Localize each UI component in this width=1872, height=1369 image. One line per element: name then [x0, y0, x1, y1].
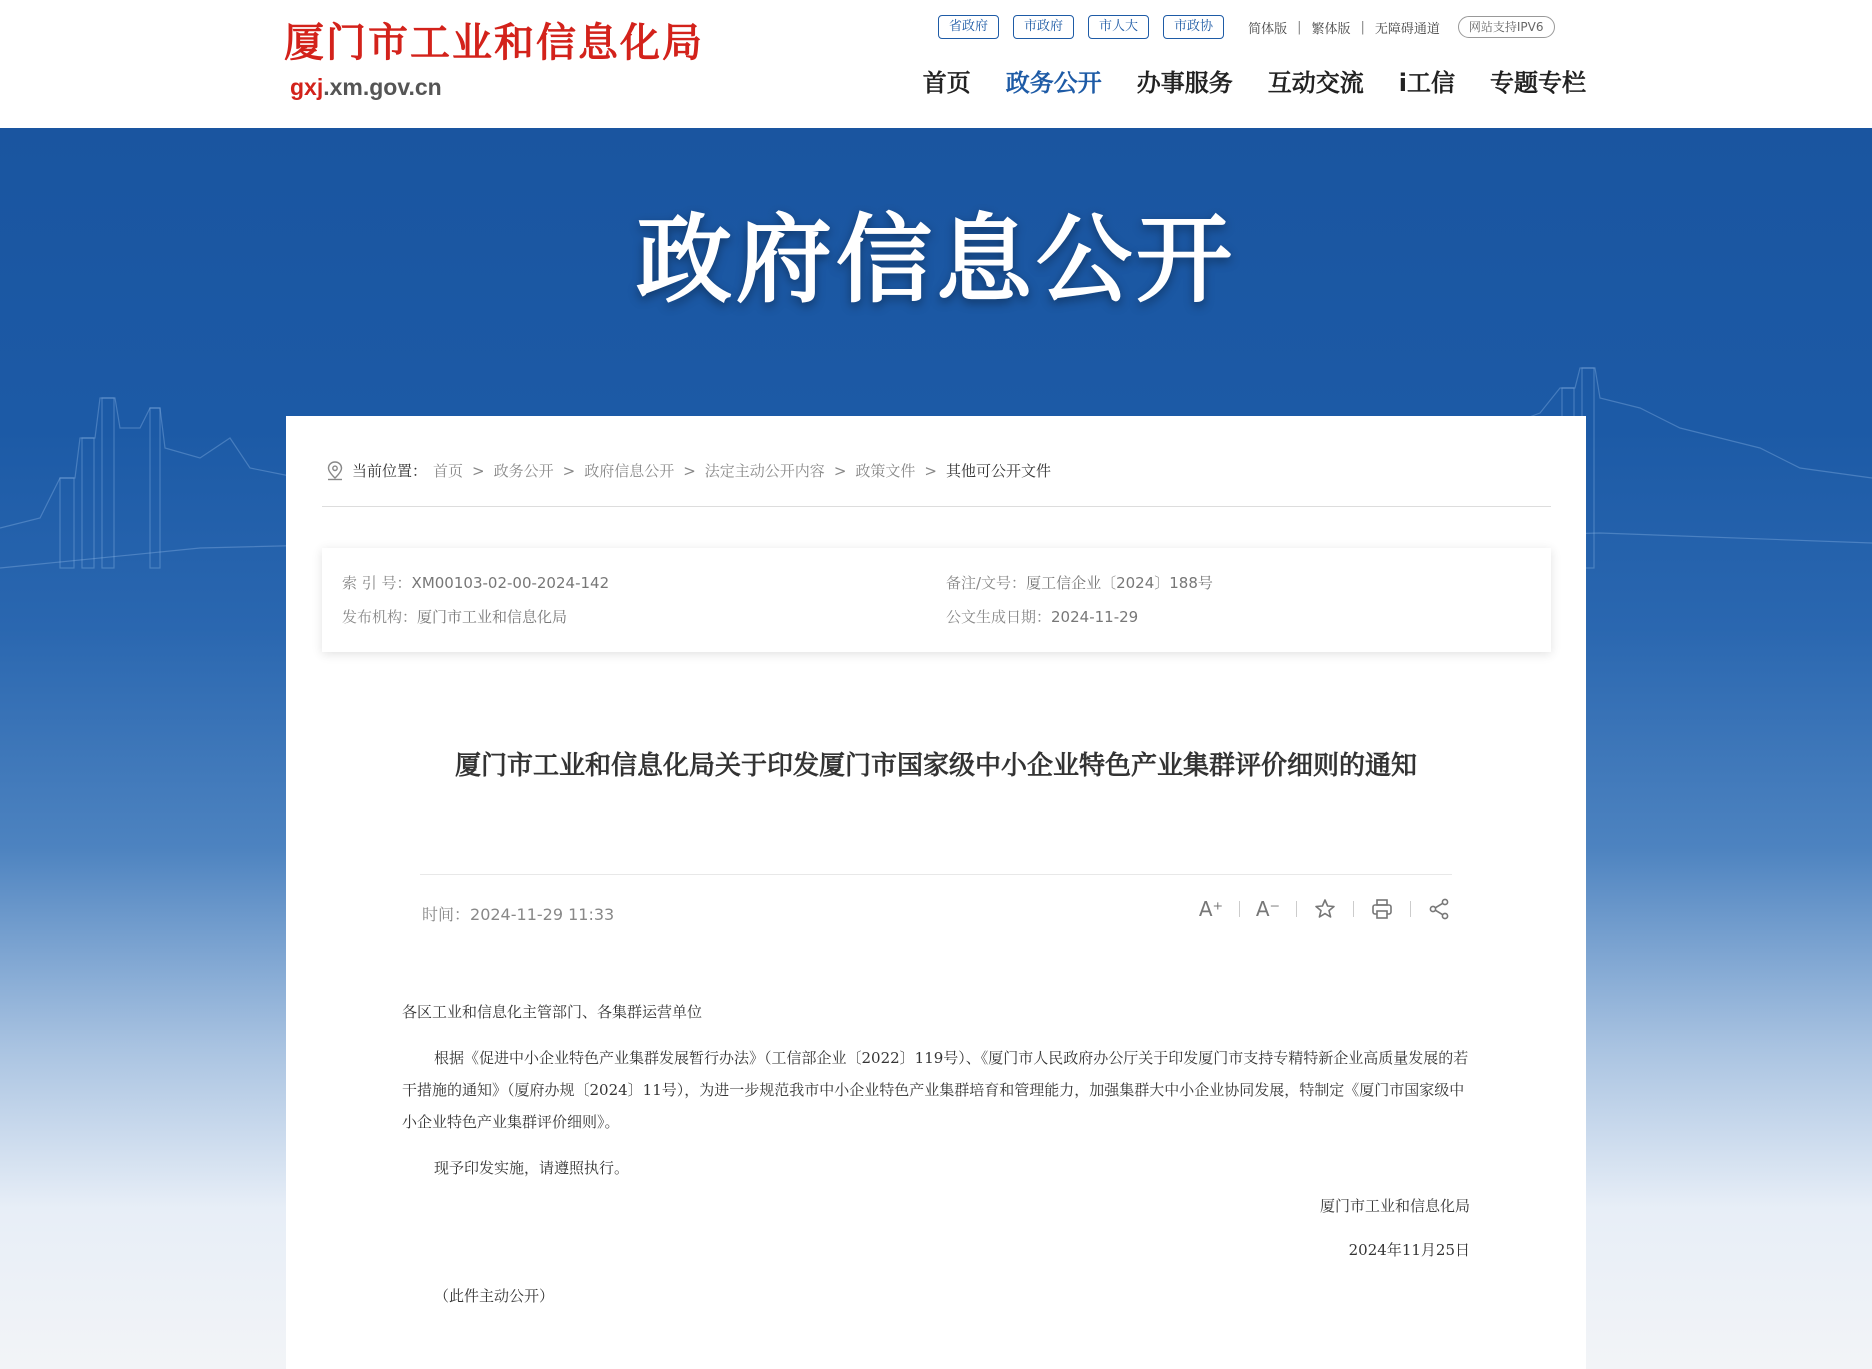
banner-title: 政府信息公开 — [636, 204, 1236, 316]
meta-publisher — [342, 606, 567, 627]
logo-domain-highlight: gxj — [290, 74, 324, 100]
breadcrumb-separator: > — [924, 461, 937, 480]
logo-domain-rest: .xm.gov.cn — [323, 74, 442, 100]
gov-link-congress[interactable]: 市人大 — [1088, 15, 1149, 39]
nav-home[interactable]: 首页 — [922, 69, 971, 97]
simplified-link[interactable]: 简体版 — [1248, 21, 1288, 37]
divider: | — [1297, 19, 1302, 35]
content-card — [286, 416, 1586, 1369]
meta-index-label: 索 引 号： — [342, 574, 412, 592]
share-icon[interactable] — [1424, 894, 1454, 924]
breadcrumb-gov-affairs[interactable]: 政务公开 — [493, 462, 554, 480]
article-paragraph: 根据《促进中小企业特色产业集群发展暂行办法》（工信部企业〔2022〕119号）、《厦门市人民政府办公厅关于印发厦门市支持专精特新企业高质量发展的若干措施的通知》（厦府办规〔2024〕11号），为进一步规范我市中小企业特色产业集群培育和管理能力，加强集群大中小企业协同发展，特制定《厦门市国家级中小企业特色产业集群评价细则》。 — [402, 1049, 1469, 1131]
nav-topics[interactable]: 专题专栏 — [1490, 69, 1586, 97]
meta-date-value: 2024-11-29 — [1051, 608, 1139, 626]
logo-domain — [290, 74, 704, 100]
traditional-link[interactable]: 繁体版 — [1311, 21, 1351, 37]
article-signature: 厦门市工业和信息化局 — [1319, 1197, 1470, 1215]
meta-doc-no-label: 备注/文号： — [946, 574, 1027, 592]
favorite-icon[interactable] — [1310, 894, 1340, 924]
breadcrumb-gov-info[interactable]: 政府信息公开 — [584, 462, 675, 480]
article-tools — [1196, 894, 1454, 924]
publish-time-label: 时间： — [422, 905, 471, 924]
breadcrumb-current[interactable]: 其他可公开文件 — [945, 462, 1051, 480]
location-icon — [326, 461, 344, 481]
gov-link-cppcc[interactable]: 市政协 — [1163, 15, 1224, 39]
site-logo[interactable] — [284, 18, 704, 100]
breadcrumb-policy[interactable]: 政策文件 — [855, 462, 916, 480]
divider — [1239, 901, 1240, 917]
accessibility-link[interactable]: 无障碍通道 — [1374, 21, 1440, 37]
article-note: （此件主动公开） — [434, 1287, 555, 1305]
font-increase-icon[interactable] — [1196, 894, 1226, 924]
nav-i-gongxin[interactable]: i工信 — [1398, 69, 1455, 97]
nav-interaction[interactable]: 互动交流 — [1267, 69, 1364, 97]
article-sign-date: 2024年11月25日 — [1348, 1241, 1470, 1259]
article-title: 厦门市工业和信息化局关于印发厦门市国家级中小企业特色产业集群评价细则的通知 — [454, 751, 1417, 781]
meta-doc-no — [946, 572, 1213, 593]
site-header — [0, 0, 1872, 128]
meta-date — [946, 606, 1138, 627]
divider — [1296, 901, 1297, 917]
utility-links — [1248, 18, 1440, 37]
font-increase-glyph: A⁺ — [1198, 897, 1224, 921]
main-nav — [888, 66, 1586, 100]
meta-publisher-label: 发布机构： — [342, 608, 418, 626]
meta-index — [342, 572, 609, 593]
breadcrumb-separator: > — [833, 461, 847, 480]
logo-title: 厦门市工业和信息化局 — [284, 19, 704, 66]
breadcrumb-statutory[interactable]: 法定主动公开内容 — [704, 462, 825, 480]
article-recipient: 各区工业和信息化主管部门、各集群运营单位 — [402, 1003, 703, 1021]
breadcrumb-separator: > — [683, 461, 696, 480]
ipv6-badge: 网站支持IPV6 — [1458, 16, 1555, 38]
article-paragraph: 现予印发实施，请遵照执行。 — [434, 1159, 630, 1177]
meta-doc-no-value: 厦工信企业〔2024〕188号 — [1026, 574, 1213, 592]
divider — [322, 506, 1551, 507]
divider — [1353, 901, 1354, 917]
publish-time — [422, 902, 614, 925]
gov-link-city[interactable]: 市政府 — [1013, 15, 1074, 39]
divider — [1410, 901, 1411, 917]
nav-gov-affairs[interactable]: 政务公开 — [1005, 69, 1102, 97]
publish-time-value: 2024-11-29 11:33 — [470, 905, 615, 924]
font-decrease-icon[interactable] — [1253, 894, 1283, 924]
meta-date-label: 公文生成日期： — [946, 608, 1052, 626]
font-decrease-glyph: A⁻ — [1255, 897, 1281, 921]
top-links — [938, 15, 1555, 39]
nav-services[interactable]: 办事服务 — [1136, 69, 1233, 97]
breadcrumb-home[interactable]: 首页 — [433, 462, 464, 480]
breadcrumb-separator: > — [562, 461, 576, 480]
gov-link-province[interactable]: 省政府 — [938, 15, 999, 39]
meta-publisher-value: 厦门市工业和信息化局 — [417, 608, 568, 626]
document-meta — [322, 548, 1551, 652]
breadcrumb-separator: > — [472, 461, 485, 480]
divider: | — [1360, 19, 1365, 35]
breadcrumb-label: 当前位置： — [352, 462, 428, 480]
print-icon[interactable] — [1367, 894, 1397, 924]
divider — [420, 874, 1452, 875]
breadcrumb — [326, 460, 1051, 481]
meta-index-value: XM00103-02-00-2024-142 — [411, 574, 610, 592]
